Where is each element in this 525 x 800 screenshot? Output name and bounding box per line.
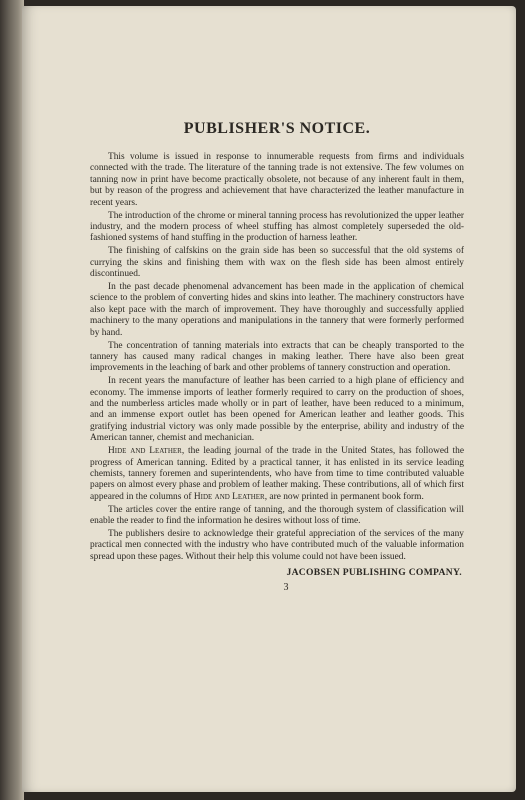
paragraph-7 — [90, 446, 464, 503]
paragraph-2: The introduction of the chrome or mineral tanning process has revolutionized the upper leather industry, and the modern process of wheel stuffing has almost completely superseded the old-fashioned systems of hand stuffing in the production of harness leather. — [90, 210, 464, 244]
book-spine — [0, 0, 24, 800]
paragraph-7-tail: , are now printed in permanent book form. — [264, 491, 424, 502]
journal-name: Hide and Leather — [193, 491, 265, 502]
notice-content — [90, 120, 464, 593]
page-number: 3 — [283, 582, 289, 594]
paragraph-7-text: , the leading journal of the trade in the United States, has followed the progress of American tanning. Edited by a practical tanner, it has enlisted in its service leading chemists, tannery foremen and superintendents, who have from time to time contributed valuable papers on almost every phase and problem of leather making. These contributions, all of which first appeared in the columns of — [90, 446, 464, 502]
page-title: PUBLISHER'S NOTICE. — [183, 120, 371, 137]
paragraph-5: The concentration of tanning materials into extracts that can be cheaply transported to the tannery has caused many radical changes in making leather. There have also been great improvements in the leaching of bark and other problems of tannery construction and operation. — [90, 340, 464, 374]
paragraph-4: In the past decade phenomenal advancement has been made in the application of chemical science to the problem of converting hides and skins into leather. The machinery constructors have also kept pace with the march of improvement. They have thoroughly and successfully applied machinery to the many operations and manipulations in the tannery that were formerly performed by hand. — [90, 281, 464, 338]
publisher-signature: JACOBSEN PUBLISHING COMPANY. — [286, 567, 462, 579]
paragraph-9: The publishers desire to acknowledge their grateful appreciation of the services of the many practical men connected with the industry who have contributed much of the valuable information spread upon these pages. Without their help this volume could not have been issued. — [90, 529, 464, 562]
paragraph-1: This volume is issued in response to innumerable requests from firms and individuals connected with the trade. The literature of the tanning trade is not extensive. The few volumes on tanning now in print have become practically obsolete, not because of any inherent fault in them, but by reason of the progress and achievement that have characterized the leather manufacture in recent years. — [90, 152, 464, 208]
paragraph-8: The articles cover the entire range of tanning, and the thorough system of classification will enable the reader to find the information he desires without loss of time. — [90, 504, 464, 527]
book-page — [22, 6, 516, 792]
journal-name: Hide and Leather — [108, 446, 182, 457]
paragraph-6: In recent years the manufacture of leather has been carried to a high plane of efficiency and economy. The immense imports of leather formerly required to carry on the production of shoes, and the numberless articles made wholly or in part of leather, have been reduced to a minimum, and an immense export outlet has been opened for American leather and leather goods. This gratifying industrial victory was only made possible by the enterprise, ability and industry of the American tanner, chemist and mechanician. — [90, 376, 464, 444]
paragraph-3: The finishing of calfskins on the grain side has been so successful that the old systems of currying the skins and finishing them with wax on the flesh side has been almost entirely discontinued. — [90, 246, 464, 280]
